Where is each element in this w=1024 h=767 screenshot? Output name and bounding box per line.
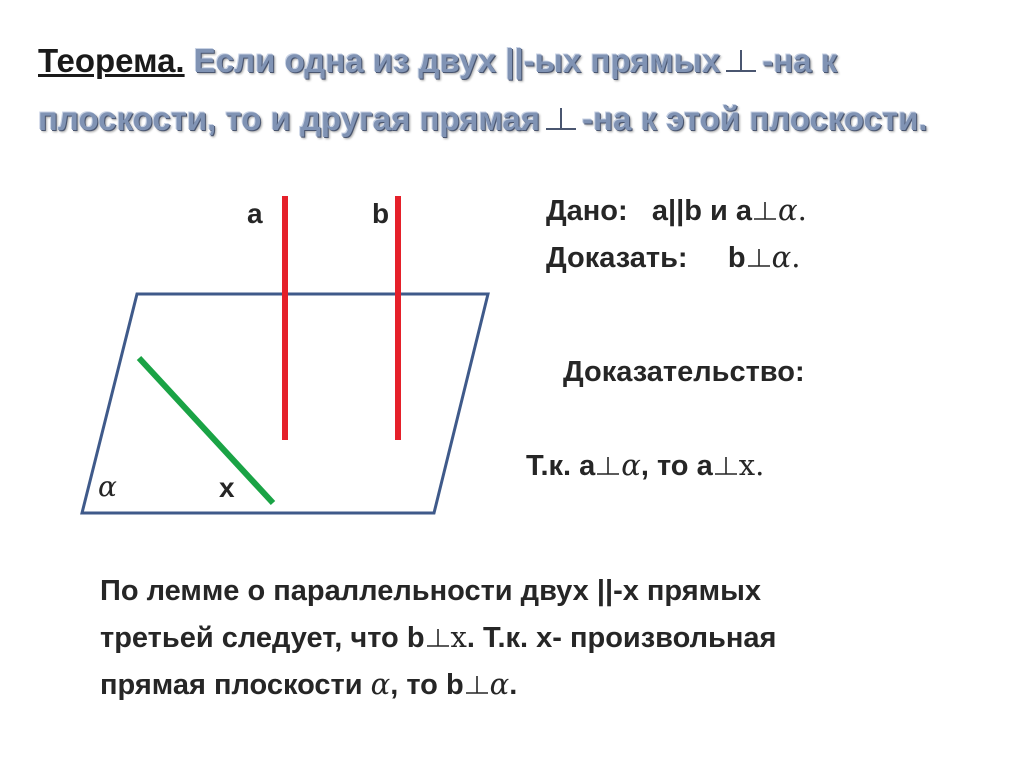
perpendicular-icon xyxy=(426,628,450,648)
lemma-line-1: По лемме о параллельности двух ||-х прямых xyxy=(100,575,762,607)
label-a: a xyxy=(247,198,263,229)
proof-heading: Доказательство: xyxy=(563,356,805,388)
given-label: Дано: xyxy=(546,195,628,227)
label-x: x xyxy=(219,472,235,503)
proof-step-1: Т.к. a α, то a x. xyxy=(526,448,765,482)
label-alpha: α xyxy=(98,470,117,503)
perpendicular-icon xyxy=(747,248,771,268)
given-line: Дано: a||b и a α. xyxy=(546,193,807,227)
perpendicular-icon xyxy=(714,456,738,476)
theorem-label: Теорема. xyxy=(38,42,185,79)
lemma-paragraph xyxy=(100,568,980,708)
prove-label: Доказать: xyxy=(546,242,688,274)
theorem-statement: Если одна из двух ||-ых прямых -на к плоскости, то и другая прямая -на к этой плоскости. xyxy=(38,42,928,137)
perpendicular-icon xyxy=(596,456,620,476)
line-x xyxy=(139,358,273,503)
perpendicular-icon xyxy=(753,201,777,221)
lemma-line-2: третьей следует, что b x. Т.к. x- произвольная xyxy=(100,620,777,654)
perpendicular-icon xyxy=(465,675,489,695)
lemma-line-3: прямая плоскости α, то b α. xyxy=(100,667,518,701)
prove-line: Доказать: b α. xyxy=(546,240,801,274)
label-b: b xyxy=(372,198,390,229)
